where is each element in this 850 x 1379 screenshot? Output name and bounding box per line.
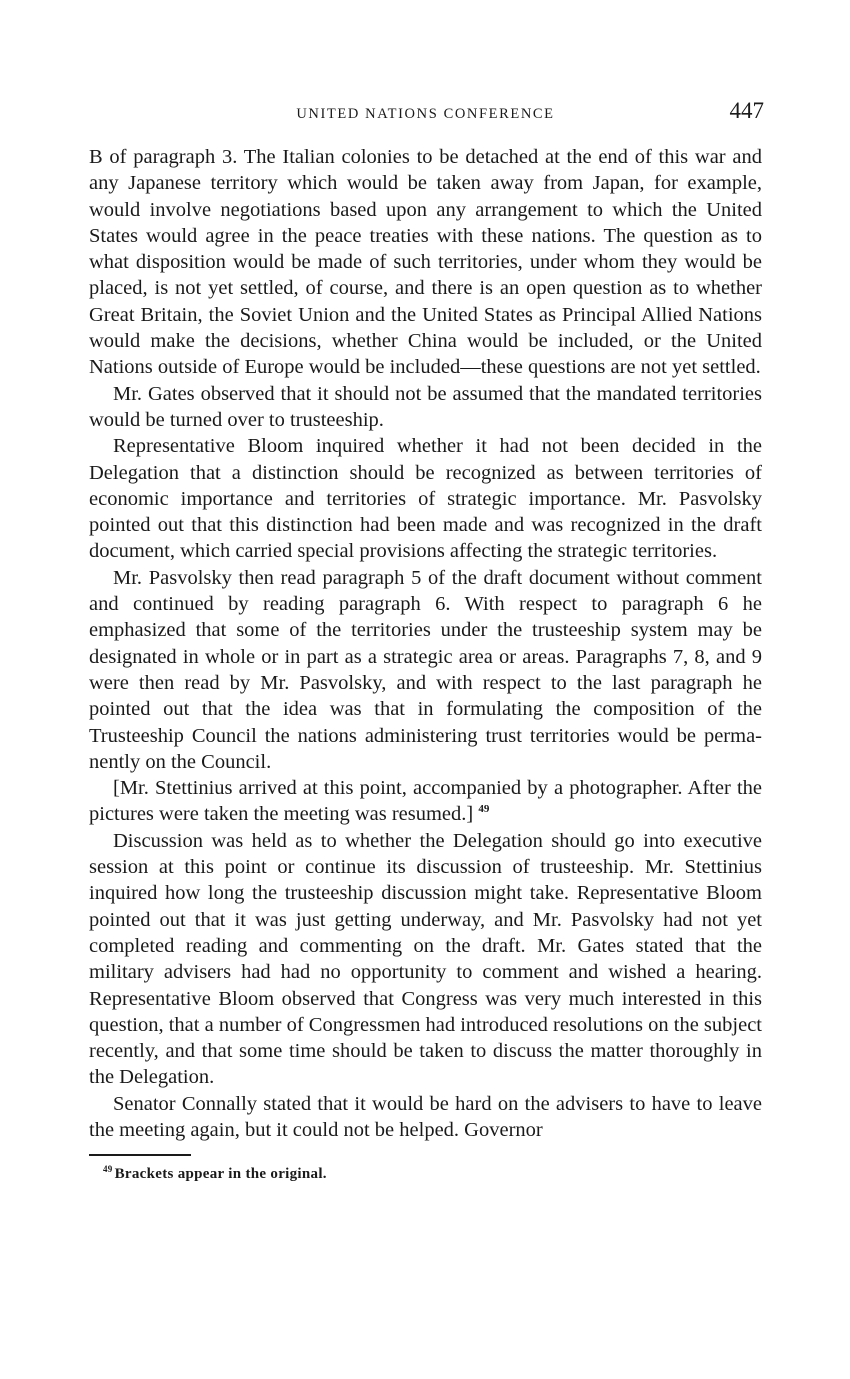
- paragraph-stettinius-text: [Mr. Stettinius arrived at this point, accompanied by a photographer. After the pictures were taken the meeting was resumed.]: [89, 777, 762, 826]
- body-text: [89, 144, 762, 1143]
- document-page: [89, 98, 762, 1183]
- paragraph-connally: Senator Connally stated that it would be hard on the advisers to have to leave the meeting again, but it could not be helped. Governor: [89, 1092, 762, 1141]
- footnote-number: 49: [103, 1164, 113, 1175]
- paragraph-continued: B of paragraph 3. The Italian colonies to be detached at the end of this war and any Japanese territory which would be taken away from Japan, for example, would involve negotiations based upon any arrangement to which the United States would agree in the peace treaties with these nations. The question as to what disposition would be made of such territories, under whom they would be placed, is not yet settled, of course, and there is an open question as to whether Great Britain, the Soviet Union and the United States as Principal Allied Nations would make the decisions, whether China would be included, or the United Nations outside of Europe would be included—these questions are not yet settled.: [89, 146, 762, 379]
- page-number: 447: [729, 98, 764, 123]
- footnote-reference: 49: [478, 803, 490, 816]
- running-header: [89, 98, 762, 134]
- running-title: UNITED NATIONS CONFERENCE: [296, 106, 555, 122]
- paragraph-bloom-distinction: Representative Bloom inquired whether it had not been decided in the Delegation that a distinction should be recognized as between territories of economic importance and territories of strategic importance. Mr. Pasvolsky pointed out that this distinction had been made and was recognized in the draft document, which carried special provisions affecting the strategic territories.: [89, 435, 762, 563]
- paragraph-stettinius-arrival: [89, 775, 762, 828]
- footnote: [103, 1166, 762, 1183]
- paragraph-pasvolsky-reading: Mr. Pasvolsky then read paragraph 5 of the draft document without comment and continued by reading paragraph 6. With respect to paragraph 6 he emphasized that some of the territories under the trusteeship system may be designated in whole or in part as a strategic area or areas. Paragraphs 7, 8, and 9 were then read by Mr. Pasvolsky, and with respect to the last paragraph he pointed out that the idea was that in formulating the composition of the Trusteeship Council the nations administering trust territories would be permanently on the Council.: [89, 566, 762, 773]
- paragraph-executive-session: Discussion was held as to whether the Delegation should go into executive session at this point or continue its discussion of trusteeship. Mr. Stettinius inquired how long the trusteeship discussion might take. Representative Bloom pointed out that it was just getting underway, and Mr. Pasvolsky had not yet completed reading and commenting on the draft. Mr. Gates stated that the military advisers had had no opportunity to comment and wished a hearing. Representative Bloom observed that Congress was very much interested in this question, that a number of Congressmen had introduced resolutions on the subject recently, and that some time should be taken to discuss the matter thoroughly in the Delegation.: [89, 829, 762, 1089]
- footnote-divider: [89, 1154, 191, 1156]
- paragraph-gates-mandated: Mr. Gates observed that it should not be assumed that the mandated territories would be turned over to trusteeship.: [89, 382, 762, 431]
- footnote-text: Brackets appear in the original.: [114, 1166, 327, 1183]
